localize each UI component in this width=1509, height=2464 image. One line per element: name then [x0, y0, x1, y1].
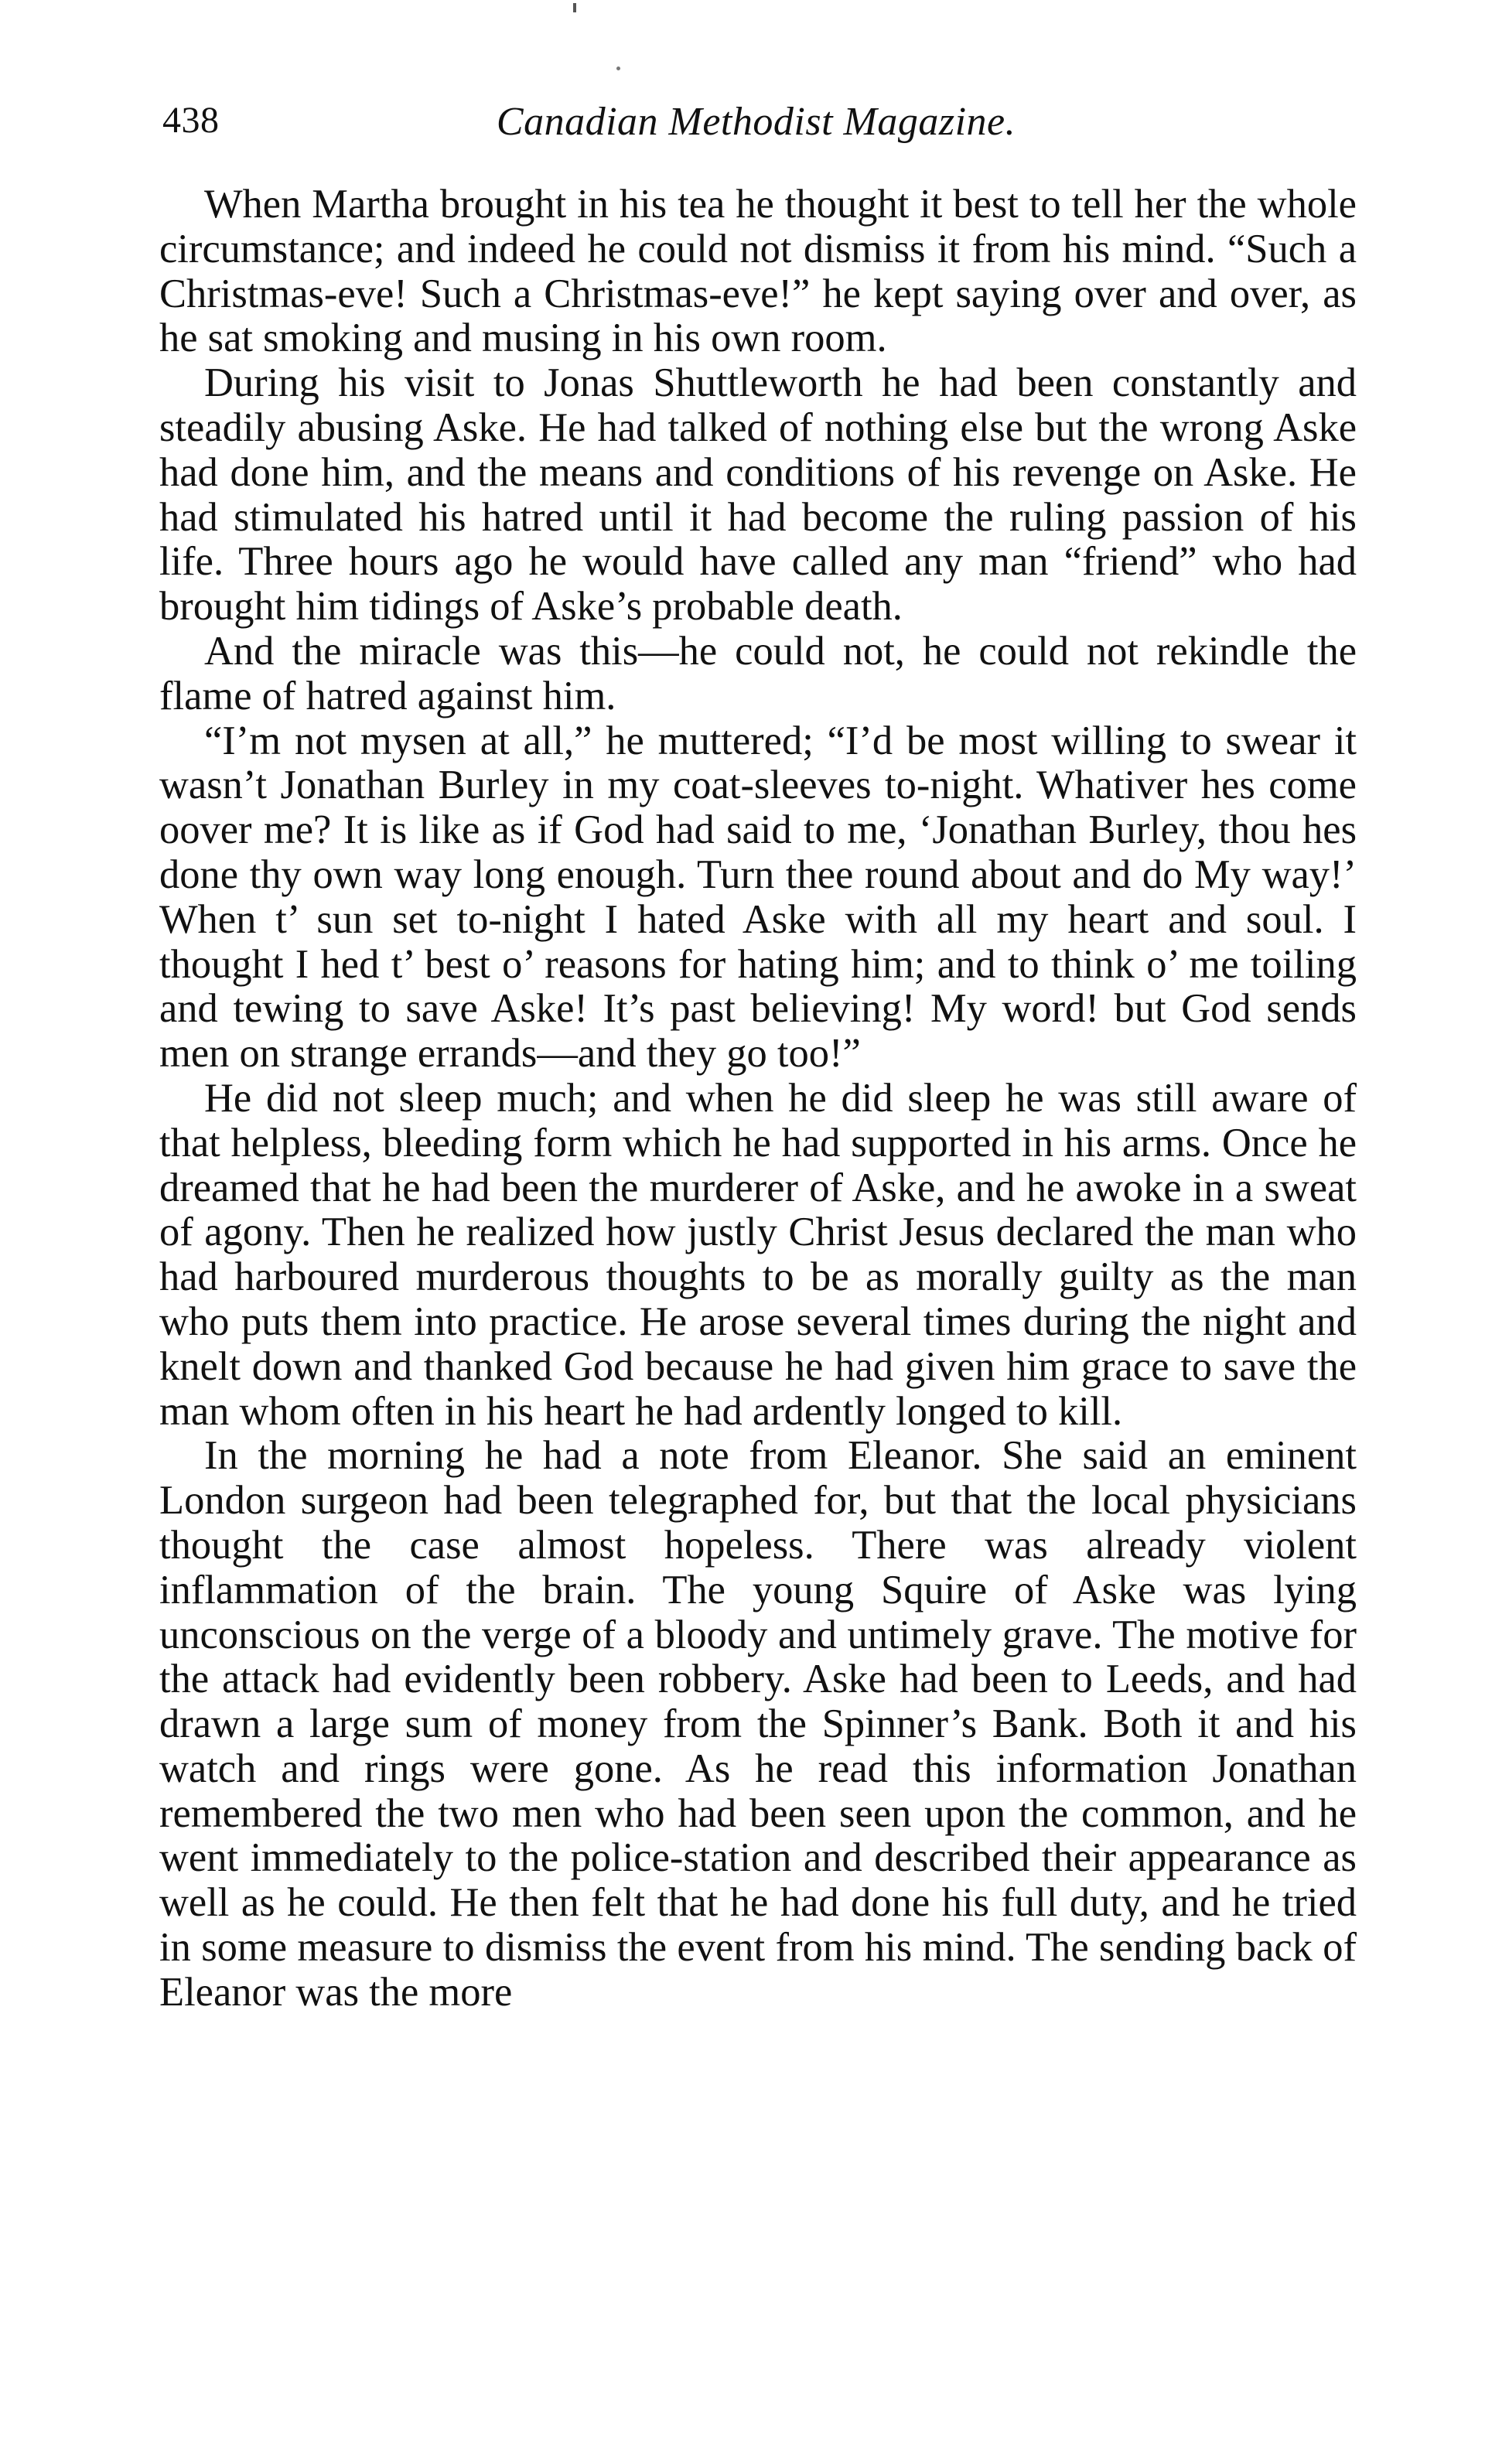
page-header	[162, 99, 1350, 153]
page-number: 438	[162, 100, 220, 141]
paragraph: “I’m not mysen at all,” he muttered; “I’d be most willing to swear it wasn’t Jonathan Burley in my coat-sleeves to-night. Whativer hes come oover me? It is like as if God had said to me, ‘Jonathan Burley, thou hes done thy own way long enough. Turn thee round about and do My way!’ When t’ sun set to-night I hated Aske with all my heart and soul. I thought I hed t’ best o’ reasons for hating him; and to think o’ me toiling and tewing to save Aske! It’s past believing! My word! but God sends men on strange errands—and they go too!”	[159, 718, 1357, 1077]
print-speck-mark	[573, 3, 576, 12]
paragraph: In the morning he had a note from Eleanor. She said an eminent London surgeon had been telegraphed for, but that the local physicians thought the case almost hopeless. There was already violent inflammation of the brain. The young Squire of Aske was lying unconscious on the verge of a bloody and untimely grave. The motive for the attack had evidently been robbery. Aske had been to Leeds, and had drawn a large sum of money from the Spinner’s Bank. Both it and his watch and rings were gone. As he read this information Jonathan remembered the two men who had been seen upon the common, and he went immediately to the police-station and described their appearance as well as he could. He then felt that he had done his full duty, and he tried in some measure to dismiss the event from his mind. The sending back of Eleanor was the more	[159, 1433, 1357, 2015]
paragraph: And the miracle was this—he could not, he could not rekindle the flame of hatred against him.	[159, 628, 1357, 718]
article-body	[159, 183, 1357, 2015]
paragraph: During his visit to Jonas Shuttleworth he had been constantly and steadily abusing Aske. He had talked of nothing else but the wrong Aske had done him, and the means and conditions of his revenge on Aske. He had stimulated his hatred until it had become the ruling passion of his life. Three hours ago he would have called any man “friend” who had brought him tidings of Aske’s probable death.	[159, 360, 1357, 630]
paragraph: He did not sleep much; and when he did sleep he was still aware of that helpless, bleeding form which he had supported in his arms. Once he dreamed that he had been the murderer of Aske, and he awoke in a sweat of agony. Then he realized how justly Christ Jesus declared the man who had harboured murderous thoughts to be as morally guilty as the man who puts them into practice. He arose several times during the night and knelt down and thanked God because he had given him grace to save the man whom often in his heart he had ardently longed to kill.	[159, 1075, 1357, 1434]
print-speck-dot	[616, 67, 620, 70]
running-head: Canadian Methodist Magazine.	[496, 100, 1016, 144]
paragraph: When Martha brought in his tea he thought it best to tell her the whole circumstance; and indeed he could not dismiss it from his mind. “Such a Christmas-eve! Such a Christmas-eve!” he kept saying over and over, as he sat smoking and musing in his own room.	[159, 182, 1357, 361]
